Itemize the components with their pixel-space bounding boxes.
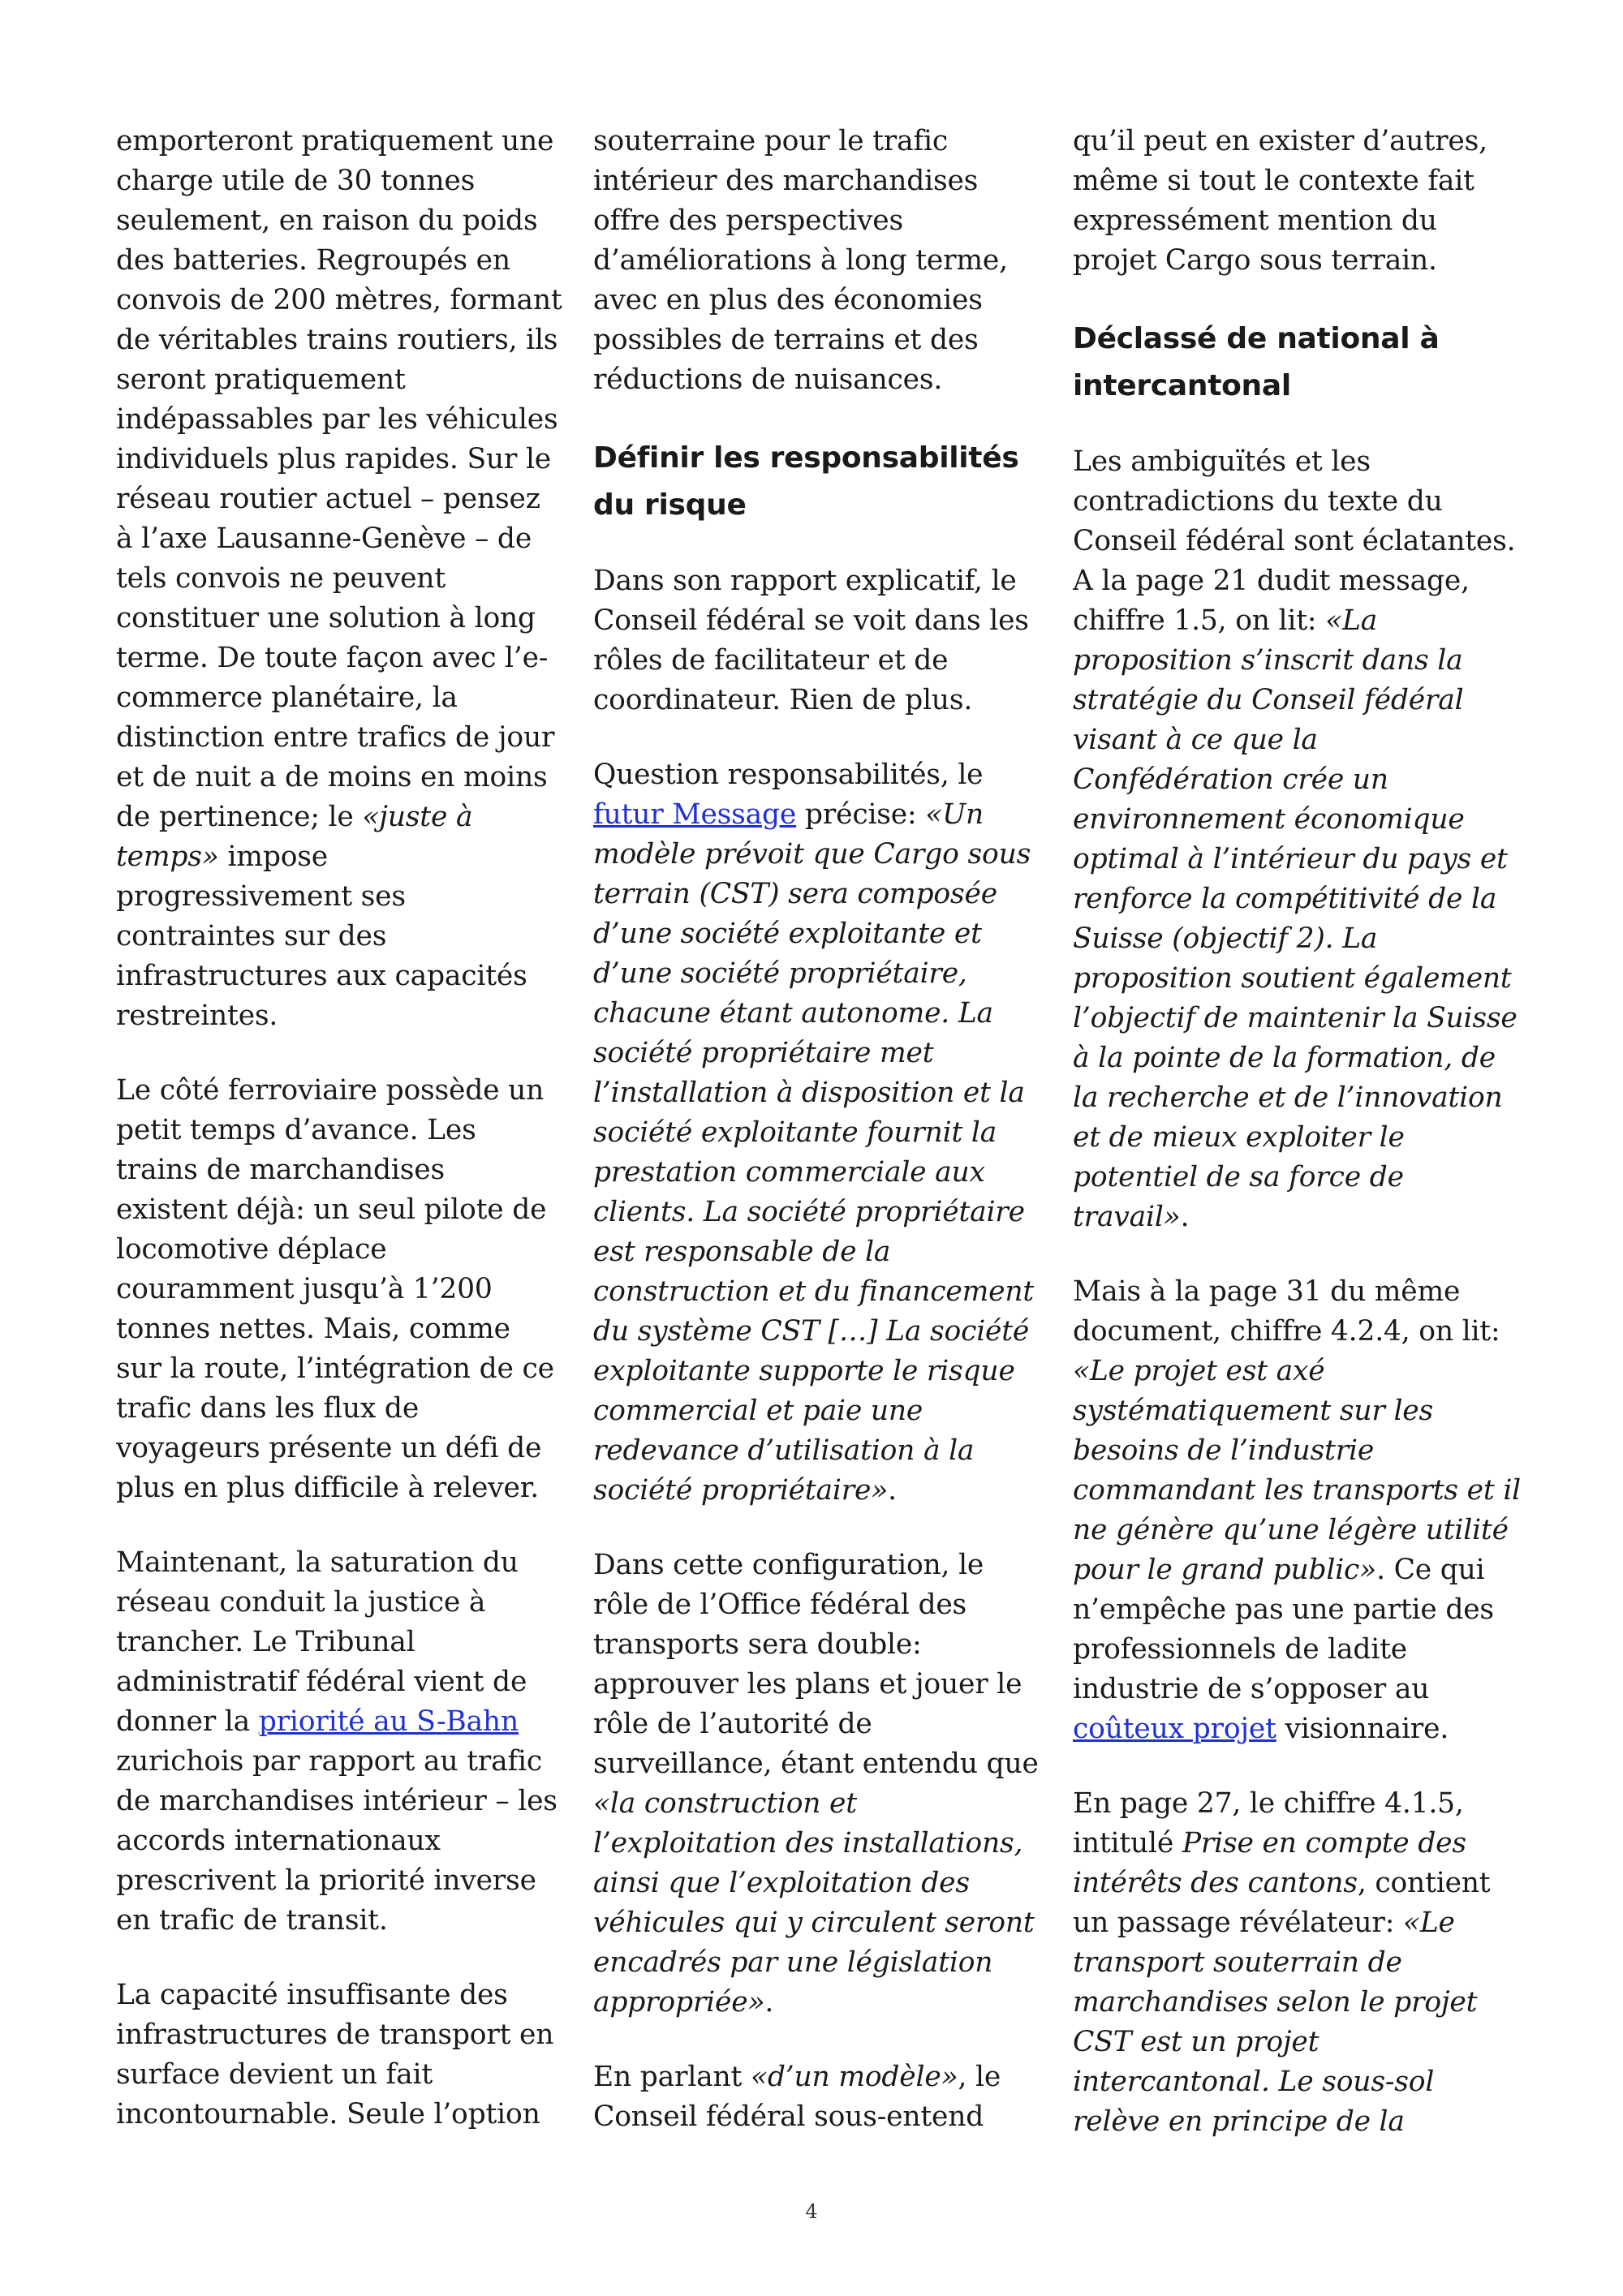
paragraph-text: Le côté ferroviaire possède un petit temps d’avance. Les trains de marchandises existent déjà: un seul pilote de locomotive déplace couramment jusqu’à 1’200 tonnes nettes. Mais, comme sur la route, l’intégration de ce trafic dans les flux de voyageurs présente un défi de plus en plus difficile à relever. xyxy=(116,1074,554,1504)
paragraph xyxy=(116,122,564,1036)
paragraph xyxy=(1073,442,1521,1237)
paragraph xyxy=(1073,1272,1521,1749)
emphasis-text: Prise en compte des intérêts des cantons xyxy=(1073,1827,1466,1899)
paragraph-text: En parlant xyxy=(593,2061,751,2093)
paragraph xyxy=(593,755,1041,1511)
quote-text: «La proposition s’inscrit dans la stratégie du Conseil fédéral visant à ce que la Confédération crée un environnement économique optimal à l’intérieur du pays et renforce la compétitivité de la Suisse (objectif 2). La proposition soutient également l’objectif de maintenir la Suisse à la pointe de la formation, de la recherche et de l’innovation et de mieux exploiter le potentiel de sa force de travail» xyxy=(1073,604,1518,1233)
paragraph-text: Les ambiguïtés et les contradictions du texte du Conseil fédéral sont éclatantes. A la page 21 dudit message, chiffre 1.5, on lit: xyxy=(1073,445,1516,637)
quote-text: «Le transport souterrain de marchandises selon le projet CST est un projet intercantonal. Le sous-sol relève en principe de la xyxy=(1073,1907,1478,2138)
paragraph xyxy=(116,1071,564,1508)
paragraph-text: emporteront pratiquement une charge utile de 30 tonnes seulement, en raison du poids des batteries. Regroupés en convois de 200 mètres, formant de véritables trains routiers, ils seront pratiquement indépassables par les véhicules individuels plus rapides. Sur le réseau routier actuel – pensez à l’axe Lausanne-Genève – de tels convois ne peuvent constituer une solution à long terme. De toute façon avec l’e-commerce planétaire, la distinction entre trafics de jour et de nuit a de moins en moins de pertinence; le xyxy=(116,125,562,833)
paragraph-text: . xyxy=(1180,1201,1190,1233)
link-futur-message[interactable]: futur Message xyxy=(593,798,797,831)
paragraph: souterraine pour le trafic intérieur des marchandises offre des perspectives d’améliorations à long terme, avec en plus des économies possibles de terrains et des réductions de nuisances. xyxy=(593,125,1008,396)
paragraph xyxy=(116,1976,564,2135)
paragraph-text: La capacité insuffisante des infrastructures de transport en surface devient un fait incontournable. Seule l’option xyxy=(116,1979,554,2130)
paragraph-text: précise: xyxy=(796,798,926,831)
paragraph-text: . xyxy=(888,1474,897,1507)
paragraph-text: , le Conseil fédéral sous-entend xyxy=(593,2061,1001,2133)
paragraph-text: En page 27, le chiffre 4.1.5, intitulé xyxy=(1073,1787,1464,1860)
section-heading: Déclassé de national à intercantonal xyxy=(1073,322,1440,402)
paragraph: Dans son rapport explicatif, le Conseil fédéral se voit dans les rôles de facilitateur et de coordinateur. Rien de plus. xyxy=(593,565,1029,716)
text-column-2 xyxy=(593,122,1041,2150)
paragraph-text: , contient un passage révélateur: xyxy=(1073,1867,1491,1939)
paragraph xyxy=(116,1543,564,1941)
emphasis-text: «juste à temps» xyxy=(116,801,473,873)
link-priorite-s-bahn[interactable]: priorité au S-Bahn xyxy=(258,1705,519,1738)
paragraph-text: zurichois par rapport au trafic de marchandises intérieur – les accords internationaux prescrivent la priorité inverse en trafic de transit. xyxy=(116,1745,558,1937)
paragraph-text: Mais à la page 31 du même document, chiffre 4.2.4, on lit: xyxy=(1073,1275,1500,1348)
paragraph-text: impose progressivement ses contraintes sur des infrastructures aux capacités restreintes. xyxy=(116,841,527,1032)
quote-text: «Le projet est axé systématiquement sur les besoins de l’industrie commandant les transports et il ne génère qu’une légère utilité pour le grand public» xyxy=(1073,1355,1521,1586)
paragraph: qu’il peut en exister d’autres, même si tout le contexte fait expressément mention du projet Cargo sous terrain. xyxy=(1073,125,1487,277)
paragraph-text: . Ce qui n’empêche pas une partie des professionnels de ladite industrie de s’opposer au xyxy=(1073,1554,1494,1705)
link-couteux-projet[interactable]: coûteux projet xyxy=(1073,1713,1276,1745)
paragraph-text: . xyxy=(764,1986,774,2019)
paragraph-text: visionnaire. xyxy=(1276,1713,1449,1745)
text-column-3 xyxy=(1073,122,1521,2150)
paragraph-text: Maintenant, la saturation du réseau conduit la justice à trancher. Le Tribunal administratif fédéral vient de donner la xyxy=(116,1546,527,1738)
paragraph xyxy=(1073,1784,1521,2142)
quote-text: «la construction et l’exploitation des installations, ainsi que l’exploitation des véhicules qui y circulent seront encadrés par une législation appropriée» xyxy=(593,1787,1035,2019)
paragraph xyxy=(593,1546,1041,2023)
page-number: 4 xyxy=(805,2200,818,2223)
text-column-1 xyxy=(116,122,564,2150)
paragraph-text: Dans cette configuration, le rôle de l’Office fédéral des transports sera double: approuver les plans et jouer le rôle de l’autorité de surveillance, étant entendu que xyxy=(593,1549,1039,1780)
section-heading: Définir les responsabilités du risque xyxy=(593,441,1019,522)
quote-text: «d’un modèle» xyxy=(750,2061,958,2093)
paragraph-text: Question responsabilités, le xyxy=(593,759,984,791)
quote-text: «Un modèle prévoit que Cargo sous terrain (CST) sera composée d’une société exploitante et d’une société propriétaire, chacune étant autonome. La société propriétaire met l’installation à disposition et la société exploitante fournit la prestation commerciale aux clients. La société propriétaire est responsable de la construction et du financement du système CST […] La société exploitante supporte le risque commercial et paie une redevance d’utilisation à la société propriétaire» xyxy=(593,798,1035,1507)
paragraph xyxy=(593,2057,1041,2137)
